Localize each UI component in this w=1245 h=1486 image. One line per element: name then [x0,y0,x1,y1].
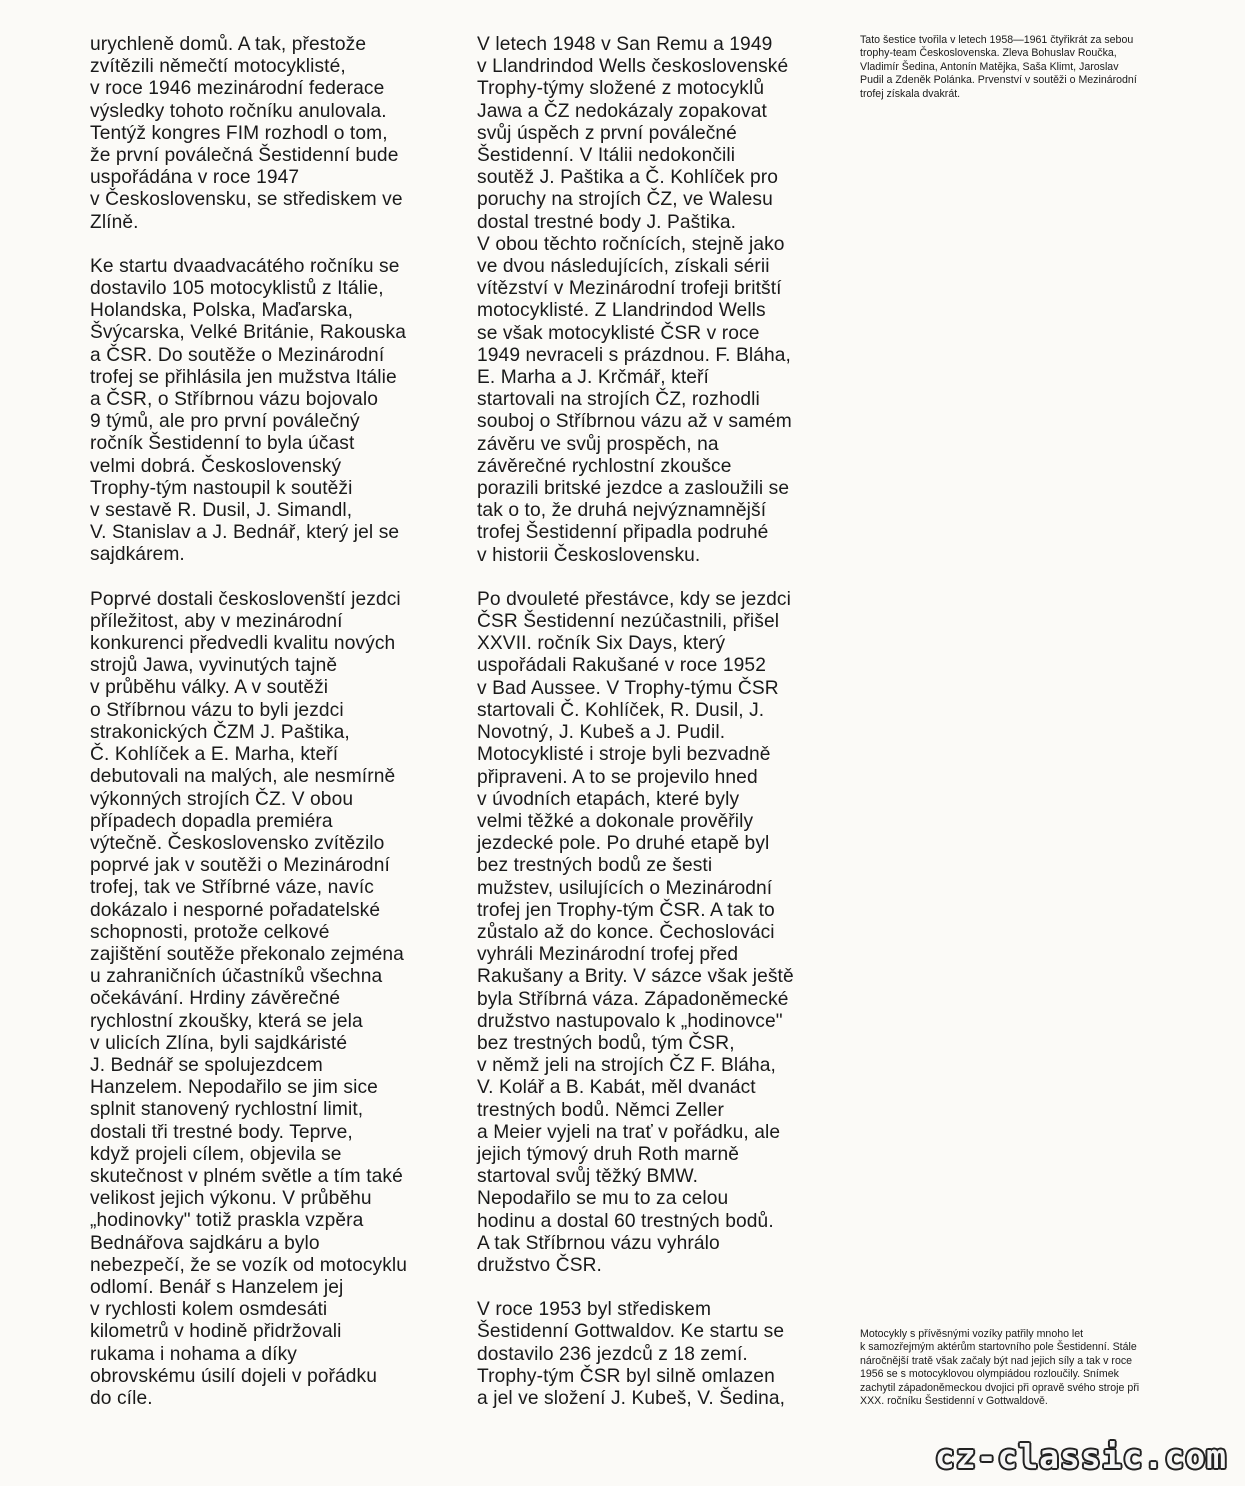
text-column-left [90,34,460,1410]
paragraph: Poprvé dostali českoslovenští jezdci příležitost, aby v mezinárodní konkurenci předvedli kvalitu nových strojů Jawa, vyvinutých tajně v průběhu války. A v soutěži o Stříbrnou vázu to byli jezdci strakonických ČZM J. Paštika, Č. Kohlíček a E. Marha, kteří debutovali na malých, ale nesmírně výkonných strojích ČZ. V obou případech dopadla premiéra výtečně. Československo zvítězilo poprvé jak v soutěži o Mezinárodní trofej, tak ve Stříbrné váze, navíc dokázalo i nesporné pořadatelské schopnosti, protože celkové zajištění soutěže překonalo zejména u zahraničních účastníků všechna očekávání. Hrdiny závěrečné rychlostní zkoušky, která se jela v ulicích Zlína, byli sajdkáristé J. Bednář se spolujezdcem Hanzelem. Nepodařilo se jim sice splnit stanovený rychlostní limit, dostali tři trestné body. Teprve, když projeli cílem, objevila se skutečnost v plném světle a tím také velikost jejich výkonu. V průběhu „hodinovky" totiž praskla vzpěra Bednářova sajdkáru a bylo nebezpečí, že se vozík od motocyklu odlomí. Benář s Hanzelem jej v rychlosti kolem osmdesáti kilometrů v hodině přidržovali rukama i nohama a díky obrovskému úsilí dojeli v pořádku do cíle. [90,588,408,1409]
text-column-middle [477,34,842,1410]
paragraph: urychleně domů. A tak, přestože zvítězili němečtí motocyklisté, v roce 1946 mezinárodní federace výsledky tohoto ročníku anulovala. Tentýž kongres FIM rozhodl o tom, že první poválečná Šestidenní bude uspořádána v roce 1947 v Československu, se střediskem ve Zlíně. [90,34,403,233]
paragraph: V roce 1953 byl střediskem Šestidenní Gottwaldov. Ke startu se dostavilo 236 jezdců z 18 zemí. Trophy-tým ČSR byl silně omlazen a jel ve složení J. Kubeš, V. Šedina, [477,1299,786,1409]
paragraph: V letech 1948 v San Remu a 1949 v Llandrindod Wells československé Trophy-týmy složené z motocyklů Jawa a ČZ nedokázaly zopakovat svůj úspěch z první poválečné Šestidenní. V Itálii nedokončili soutěž J. Paštika a Č. Kohlíček pro poruchy na strojích ČZ, ve Walesu dostal trestné body J. Paštika. V obou těchto ročnících, stejně jako ve dvou následujících, získali sérii vítězství v Mezinárodní trofeji britští motocyklisté. Z Llandrindod Wells se však motocyklisté ČSR v roce 1949 nevraceli s prázdnou. F. Bláha, E. Marha a J. Krčmář, kteří startovali na strojích ČZ, rozhodli souboj o Stříbrnou vázu až v samém závěru ve svůj prospěch, na závěrečné rychlostní zkoušce porazili britské jezdce a zasloužili se tak o to, že druhá nejvýznamnější trofej Šestidenní připadla podruhé v historii Československu. [477,34,792,566]
site-watermark: cz-classic.com [934,1437,1227,1476]
photo-caption-top: Tato šestice tvořila v letech 1958—1961 čtyřikrát za sebou trophy-team Československa. Zleva Bohuslav Roučka, Vladimír Šedina, Antonín Matějka, Saša Klimt, Jaroslav Pudil a Zdeněk Polánka. Prvenství v soutěži o Mezinárodní trofej získala dvakrát. [860,34,1137,100]
paragraph: Po dvouleté přestávce, kdy se jezdci ČSR Šestidenní nezúčastnili, přišel XXVII. ročník Six Days, který uspořádali Rakušané v roce 1952 v Bad Aussee. V Trophy-týmu ČSR startovali Č. Kohlíček, R. Dusil, J. Novotný, J. Kubeš a J. Pudil. Motocyklisté i stroje byli bezvadně připraveni. A to se projevilo hned v úvodních etapách, které byly velmi těžké a dokonale prověřily jezdecké pole. Po druhé etapě byl bez trestných bodů ze šesti mužstev, usilujících o Mezinárodní trofej jen Trophy-tým ČSR. A tak to zůstalo až do konce. Čechoslováci vyhráli Mezinárodní trofej před Rakušany a Brity. V sázce však ještě byla Stříbrná váza. Západoněmecké družstvo nastupovalo k „hodinovce" bez trestných bodů, tým ČSR, v němž jeli na strojích ČZ F. Bláha, V. Kolář a B. Kabát, měl dvanáct trestných bodů. Němci Zeller a Meier vyjeli na trať v pořádku, ale jejich týmový druh Roth marně startoval svůj těžký BMW. Nepodařilo se mu to za celou hodinu a dostal 60 trestných bodů. A tak Stříbrnou vázu vyhrálo družstvo ČSR. [477,588,794,1276]
photo-caption-bottom: Motocykly s přívěsnými vozíky patřily mnoho let k samozřejmým aktérům startovního pole Šestidenní. Stále náročnější tratě však začaly být nad jejich síly a tak v roce 1956 se s motocyklovou olympiádou rozloučily. Snímek zachytil západoněmeckou dvojici při opravě svého stroje při XXX. ročníku Šestidenní v Gottwaldově. [860,1328,1140,1408]
paragraph: Ke startu dvaadvacátého ročníku se dostavilo 105 motocyklistů z Itálie, Holandska, Polska, Maďarska, Švýcarska, Velké Británie, Rakouska a ČSR. Do soutěže o Mezinárodní trofej se přihlásila jen mužstva Itálie a ČSR, o Stříbrnou vázu bojovalo 9 týmů, ale pro první poválečný ročník Šestidenní to byla účast velmi dobrá. Československý Trophy-tým nastoupil k soutěži v sestavě R. Dusil, J. Simandl, V. Stanislav a J. Bednář, který jel se sajdkárem. [90,255,406,566]
